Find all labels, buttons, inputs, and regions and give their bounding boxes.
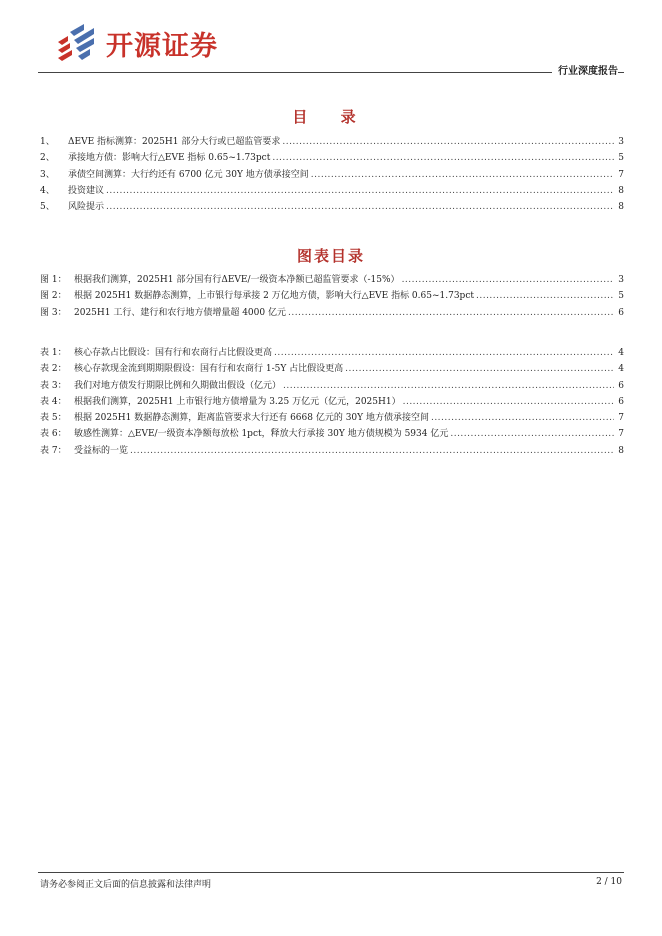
table-item[interactable]: [40, 345, 624, 361]
table-number: 表 3：: [40, 380, 67, 391]
contents-item[interactable]: [40, 150, 624, 166]
leader-dots: [311, 170, 614, 180]
table-page: 4: [618, 364, 624, 375]
item-number: 4、: [40, 185, 55, 196]
figure-number: 图 2：: [40, 291, 67, 302]
table-item[interactable]: [40, 410, 624, 426]
table-item[interactable]: [40, 378, 624, 394]
figure-page: 5: [618, 291, 624, 302]
table-page: 7: [618, 429, 624, 440]
table-item[interactable]: [40, 394, 624, 410]
chart-contents-title: 图表目录: [296, 247, 365, 265]
item-page: 8: [618, 202, 624, 213]
logo-mark-icon: [54, 22, 100, 64]
figure-text: 根据 2025H1 数据静态测算，上市银行每承接 2 万亿地方债，影响大行△EVE 指标 0.65~1.73pct: [74, 291, 474, 302]
contents-list: [40, 134, 624, 215]
table-number: 表 4：: [40, 396, 67, 407]
figure-list: [40, 272, 624, 321]
table-item[interactable]: [40, 443, 624, 459]
table-page: 8: [618, 445, 624, 456]
leader-dots: [106, 202, 614, 212]
figure-item[interactable]: [40, 272, 624, 288]
table-number: 表 6：: [40, 429, 67, 440]
figure-number: 图 3：: [40, 307, 67, 318]
table-page: 6: [618, 380, 624, 391]
table-item[interactable]: [40, 361, 624, 377]
leader-dots: [283, 381, 614, 391]
report-type-label: 行业深度报告: [552, 62, 618, 77]
item-page: 7: [618, 169, 624, 180]
logo-text: 开源证券: [106, 30, 218, 62]
table-text: 受益标的一览: [74, 445, 129, 456]
table-text: 敏感性测算：△EVE/一级资本净额每放松 1pct，释放大行承接 30Y 地方债规模为 5934 亿元: [74, 429, 449, 440]
item-text: 承债空间测算：大行约还有 6700 亿元 30Y 地方债承接空间: [68, 169, 309, 180]
item-text: 投资建议: [68, 185, 105, 196]
figure-page: 3: [618, 275, 624, 285]
contents-item[interactable]: [40, 199, 624, 215]
contents-title: 目 录: [292, 108, 370, 126]
table-page: 6: [618, 396, 624, 407]
table-number: 表 5：: [40, 413, 67, 424]
item-number: 2、: [40, 153, 55, 164]
item-number: 1、: [40, 137, 55, 147]
footer-disclaimer: 请务必参阅正文后面的信息披露和法律声明: [40, 880, 212, 890]
table-page: 4: [618, 348, 624, 358]
leader-dots: [274, 348, 614, 358]
item-number: 5、: [40, 202, 55, 213]
leader-dots: [282, 137, 614, 147]
leader-dots: [450, 429, 614, 439]
table-number: 表 7：: [40, 445, 67, 456]
table-text: 根据我们测算，2025H1 上市银行地方债增量为 3.25 万亿元（亿元，2025H1）: [74, 396, 401, 407]
table-item[interactable]: [40, 426, 624, 442]
figure-page: 6: [618, 307, 624, 318]
company-logo: [54, 22, 264, 64]
item-text: ΔEVE 指标测算：2025H1 部分大行或已超监管要求: [68, 137, 281, 147]
figure-text: 根据我们测算，2025H1 部分国有行ΔEVE/一级资本净额已超监管要求（-15%）: [74, 275, 400, 285]
page-number: 2 / 10: [596, 877, 622, 887]
leader-dots: [288, 308, 614, 318]
item-text: 风险提示: [68, 202, 105, 213]
leader-dots: [345, 364, 614, 374]
contents-item[interactable]: [40, 167, 624, 183]
figure-number: 图 1：: [40, 275, 67, 285]
footer-rule: [38, 872, 624, 873]
leader-dots: [130, 446, 614, 456]
leader-dots: [431, 413, 614, 423]
item-number: 3、: [40, 169, 55, 180]
header-rule: [38, 72, 624, 73]
item-page: 5: [618, 153, 624, 164]
table-text: 我们对地方债发行期限比例和久期做出假设（亿元）: [74, 380, 282, 391]
leader-dots: [402, 275, 614, 285]
page-header: [38, 14, 624, 72]
leader-dots: [476, 291, 614, 301]
table-text: 核心存款现金流到期期限假设：国有行和农商行 1-5Y 占比假设更高: [74, 364, 344, 375]
table-list: [40, 345, 624, 459]
table-text: 核心存款占比假设：国有行和农商行占比假设更高: [74, 348, 273, 358]
item-text: 承接地方债：影响大行△EVE 指标 0.65~1.73pct: [68, 153, 271, 164]
table-number: 表 1：: [40, 348, 67, 358]
contents-item[interactable]: [40, 134, 624, 150]
figure-item[interactable]: [40, 305, 624, 321]
leader-dots: [403, 397, 614, 407]
table-text: 根据 2025H1 数据静态测算，距离监管要求大行还有 6668 亿元的 30Y 地方债承接空间: [74, 413, 429, 424]
figure-item[interactable]: [40, 288, 624, 304]
leader-dots: [106, 186, 614, 196]
contents-item[interactable]: [40, 183, 624, 199]
figure-text: 2025H1 工行、建行和农行地方债增量超 4000 亿元: [74, 307, 286, 318]
table-page: 7: [618, 413, 624, 424]
item-page: 8: [618, 185, 624, 196]
table-number: 表 2：: [40, 364, 67, 375]
item-page: 3: [618, 137, 624, 147]
leader-dots: [272, 153, 614, 163]
